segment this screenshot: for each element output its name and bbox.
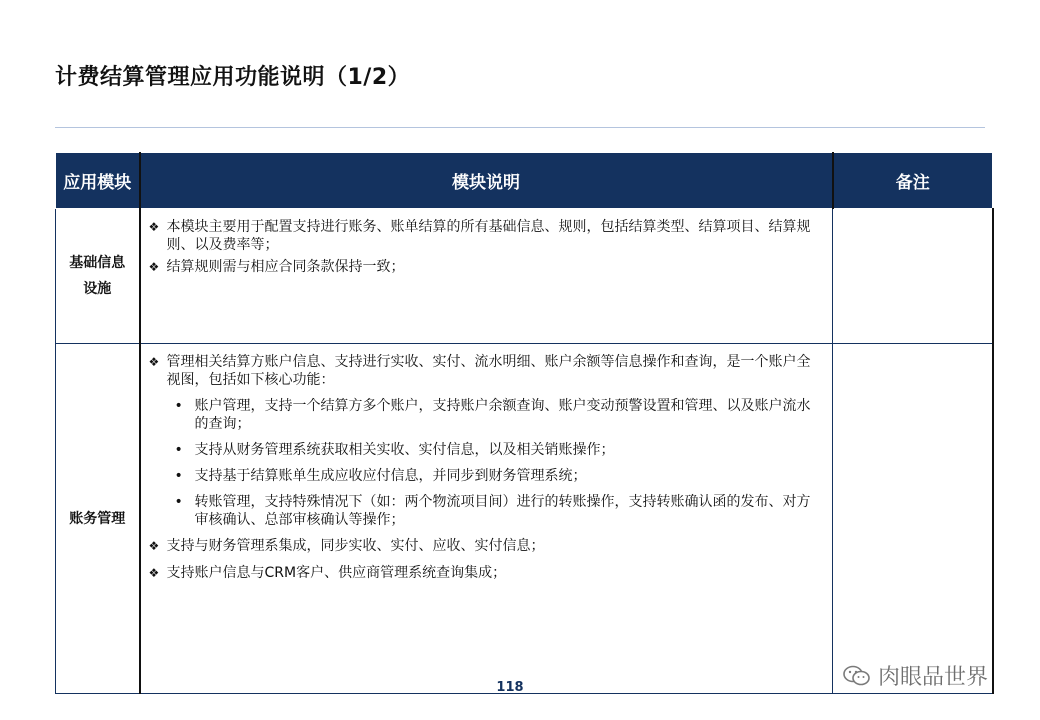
wechat-icon: [842, 664, 872, 688]
sub-item-text: 支持从财务管理系统获取相关实收、实付信息，以及相关销账操作；: [194, 442, 615, 458]
sub-list-item: [175, 493, 821, 529]
header-module: 应用模块: [56, 153, 140, 209]
sub-item-text: 转账管理，支持特殊情况下（如：两个物流项目间）进行的转账操作，支持转账确认函的发布、对方审核确认、总部审核确认等操作；: [194, 494, 811, 528]
note-cell: [833, 209, 993, 344]
list-item: [149, 564, 821, 582]
module-cell: [56, 209, 140, 344]
item-text: 支持与财务管理系集成，同步实收、实付、应收、实付信息；: [166, 538, 545, 554]
list-item: [149, 258, 821, 276]
dot-bullet-icon: •: [174, 468, 183, 484]
list-item: [149, 353, 821, 389]
watermark: [842, 660, 988, 691]
list-item: [149, 537, 821, 555]
dot-bullet-icon: •: [174, 494, 183, 510]
diamond-bullet-icon: ❖: [148, 355, 160, 369]
sub-item-text: 账户管理，支持一个结算方多个账户，支持账户余额查询、账户变动预警设置和管理、以及账户流水的查询；: [194, 398, 811, 432]
sub-list-item: [175, 397, 821, 433]
diamond-bullet-icon: ❖: [148, 260, 160, 274]
item-text: 支持账户信息与CRM客户、供应商管理系统查询集成；: [166, 565, 507, 581]
page-number: 118: [496, 680, 524, 695]
description-cell: [140, 344, 833, 694]
dot-bullet-icon: •: [174, 398, 183, 414]
module-cell: [56, 344, 140, 694]
item-text: 结算规则需与相应合同条款保持一致；: [166, 259, 405, 275]
table-header-row: [56, 153, 993, 209]
sub-item-text: 支持基于结算账单生成应收应付信息，并同步到财务管理系统；: [194, 468, 587, 484]
diamond-bullet-icon: ❖: [148, 220, 160, 234]
sub-list-item: [175, 441, 821, 459]
item-text: 本模块主要用于配置支持进行账务、账单结算的所有基础信息、规则，包括结算类型、结算项目、结算规则、以及费率等；: [166, 219, 811, 253]
diamond-bullet-icon: ❖: [148, 566, 160, 580]
table-row: [56, 344, 993, 694]
page-title: 计费结算管理应用功能说明（1/2）: [55, 65, 411, 90]
item-text: 管理相关结算方账户信息、支持进行实收、实付、流水明细、账户余额等信息操作和查询，是一个账户全视图，包括如下核心功能：: [166, 354, 811, 388]
module-name-line: 账务管理: [69, 510, 126, 527]
title-divider: [55, 127, 985, 128]
list-item: [149, 218, 821, 254]
description-cell: [140, 209, 833, 344]
table-row: [56, 209, 993, 344]
header-note: 备注: [833, 153, 993, 209]
dot-bullet-icon: •: [174, 442, 183, 458]
module-name-line: 基础信息: [69, 255, 126, 271]
note-cell: [833, 344, 993, 694]
sub-list-item: [175, 467, 821, 485]
function-table: [55, 152, 994, 694]
header-description: 模块说明: [140, 153, 833, 209]
module-name-line: 设施: [83, 281, 112, 297]
watermark-text: 肉眼品世界: [878, 665, 989, 690]
diamond-bullet-icon: ❖: [148, 539, 160, 553]
